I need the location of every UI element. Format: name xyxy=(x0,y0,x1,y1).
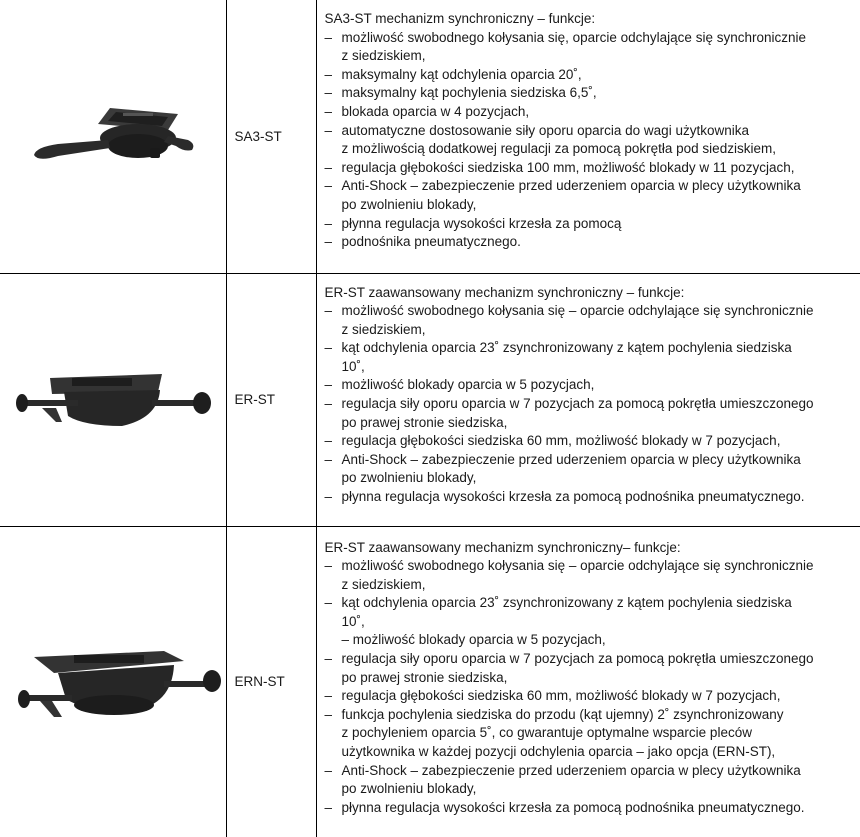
description-cell xyxy=(316,273,860,526)
feature-item: – podnośnika pneumatycznego. xyxy=(324,234,521,250)
table-row xyxy=(0,273,860,526)
feature-item: – kąt odchylenia oparcia 23˚ zsynchronizowany z kątem pochylenia siedziska 10˚, – możliwość blokady oparcia w 5 pozycjach, xyxy=(324,595,792,648)
model-name: SA3-ST xyxy=(234,128,282,144)
feature-item: – blokada oparcia w 4 pozycjach, xyxy=(324,103,530,119)
mechanism-image-cell xyxy=(0,273,226,526)
feature-item: – maksymalny kąt odchylenia oparcia 20˚, xyxy=(324,66,582,82)
er-st-mechanism-image xyxy=(12,370,212,450)
feature-item: – płynna regulacja wysokości krzesła za pomocą xyxy=(324,215,622,231)
feature-item: – możliwość blokady oparcia w 5 pozycjach, xyxy=(324,377,595,393)
feature-item: – regulacja siły oporu oparcia w 7 pozycjach za pomocą pokrętła umieszczonego po prawej stronie siedziska, xyxy=(324,396,814,430)
feature-item: – Anti-Shock – zabezpieczenie przed uderzeniem oparcia w plecy użytkownika po zwolnieniu blokady, xyxy=(324,178,801,212)
model-cell xyxy=(226,273,316,526)
feature-item: – Anti-Shock – zabezpieczenie przed uderzeniem oparcia w plecy użytkownika po zwolnieniu blokady, xyxy=(324,762,801,797)
description-cell xyxy=(316,0,860,273)
feature-item: – płynna regulacja wysokości krzesła za pomocą podnośnika pneumatycznego. xyxy=(324,799,805,815)
feature-item: – kąt odchylenia oparcia 23˚ zsynchronizowany z kątem pochylenia siedziska 10˚, xyxy=(324,340,792,374)
feature-item: – możliwość swobodnego kołysania się – oparcie odchylające się synchronicznie z siedziskiem, xyxy=(324,303,814,337)
feature-item: – regulacja głębokości siedziska 60 mm, możliwość blokady w 7 pozycjach, xyxy=(324,433,781,449)
table-row xyxy=(0,0,860,273)
feature-item: – możliwość swobodnego kołysania się – oparcie odchylające się synchronicznie z siedziskiem, xyxy=(324,558,814,592)
description-title: SA3-ST mechanizm synchroniczny – funkcje: xyxy=(324,11,596,26)
mechanism-image-cell xyxy=(0,0,226,273)
feature-item: – funkcja pochylenia siedziska do przodu (kąt ujemny) 2˚ zsynchronizowany z pochyleniem oparcia 5˚, co gwarantuje optymalne wsparcie pleców użytkownika w każdej pozycji odchylenia oparcia – jako opcja (ERN-ST), xyxy=(324,706,784,760)
feature-item: – Anti-Shock – zabezpieczenie przed uderzeniem oparcia w plecy użytkownika po zwolnieniu blokady, xyxy=(324,451,801,486)
model-cell xyxy=(226,0,316,273)
feature-item: – automatyczne dostosowanie siły oporu oparcia do wagi użytkownika z możliwością dodatkowej regulacji za pomocą pokrętła pod siedziskiem, xyxy=(324,122,776,157)
model-name: ERN-ST xyxy=(234,674,285,690)
feature-item: – możliwość swobodnego kołysania się, oparcie odchylające się synchronicznie z siedziskiem, xyxy=(324,29,806,64)
model-cell xyxy=(226,526,316,837)
model-name: ER-ST xyxy=(234,392,275,407)
mechanism-image-cell xyxy=(0,526,226,837)
description-title: ER-ST zaawansowany mechanizm synchroniczny – funkcje: xyxy=(324,284,685,300)
description-cell xyxy=(316,526,860,837)
table-row xyxy=(0,526,860,837)
feature-item: – płynna regulacja wysokości krzesła za pomocą podnośnika pneumatycznego. xyxy=(324,489,805,505)
feature-item: – regulacja siły oporu oparcia w 7 pozycjach za pomocą pokrętła umieszczonego po prawej stronie siedziska, xyxy=(324,651,814,685)
feature-item: – maksymalny kąt pochylenia siedziska 6,5˚, xyxy=(324,85,597,101)
description-title: ER-ST zaawansowany mechanizm synchroniczny– funkcje: xyxy=(324,539,681,555)
feature-item: – regulacja głębokości siedziska 60 mm, możliwość blokady w 7 pozycjach, xyxy=(324,688,781,704)
sa3-st-mechanism-image xyxy=(28,100,198,180)
feature-item: – regulacja głębokości siedziska 100 mm, możliwość blokady w 11 pozycjach, xyxy=(324,159,795,175)
ern-st-mechanism-image xyxy=(14,647,224,737)
